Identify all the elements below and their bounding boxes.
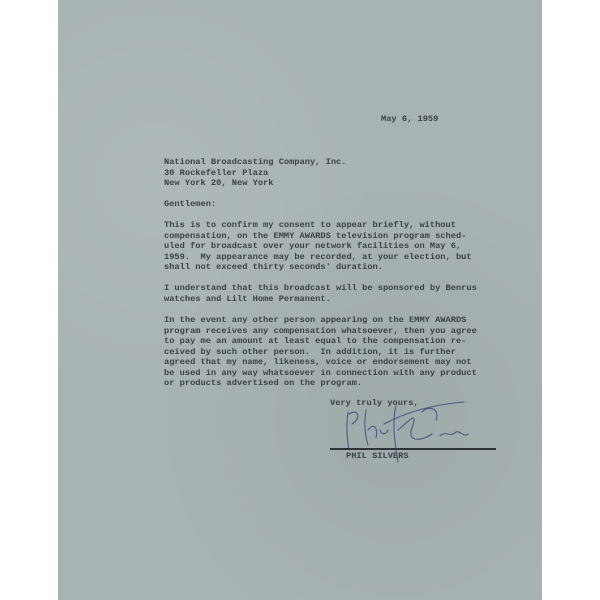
paragraph-line: This is to confirm my consent to appear briefly, without — [164, 220, 456, 230]
paragraph-line: to pay me an amount at least equal to the compensation re- — [164, 336, 467, 346]
signatory-name: PHIL SILVERS — [346, 451, 409, 461]
paragraph-line: ceived by such other person. In addition, it is further — [164, 346, 456, 357]
address-line: New York 20, New York — [164, 178, 274, 188]
address-line: 30 Rockefeller Plaza — [164, 167, 269, 178]
paragraph-line: 1959. My appearance may be recorded, at your election, but — [164, 251, 472, 262]
paragraph-sponsors — [164, 283, 477, 304]
paragraph-line: be used in any way whatsoever in connection with any product — [164, 367, 477, 378]
letter-date: May 6, 1959 — [381, 114, 439, 124]
paragraph-line: shall not exceed thirty seconds' duration. — [164, 262, 383, 272]
paragraph-line: watches and Lilt Home Permanent. — [164, 293, 331, 304]
paragraph-line: In the event any other person appearing on the EMMY AWARDS — [164, 315, 467, 325]
recipient-address — [164, 157, 346, 189]
address-line: National Broadcasting Company, Inc. — [164, 157, 347, 167]
closing: Very truly yours, — [330, 398, 419, 408]
paragraph-line: uled for broadcast over your network facilities on May 6, — [164, 241, 462, 251]
paragraph-line: program receives any compensation whatsoever, then you agree — [164, 325, 477, 336]
paragraph-line: I understand that this broadcast will be sponsored by Benrus — [164, 283, 477, 293]
paragraph-line: or products advertised on the program. — [164, 378, 363, 388]
paragraph-line: compensation, on the EMMY AWARDS television program sched- — [164, 230, 467, 241]
salutation: Gentlemen: — [164, 199, 217, 209]
paragraph-consent — [164, 220, 472, 273]
signature-line — [330, 448, 496, 450]
paragraph-line: agreed that my name, likeness, voice or endorsement may not — [164, 357, 472, 367]
paragraph-compensation — [164, 315, 477, 389]
